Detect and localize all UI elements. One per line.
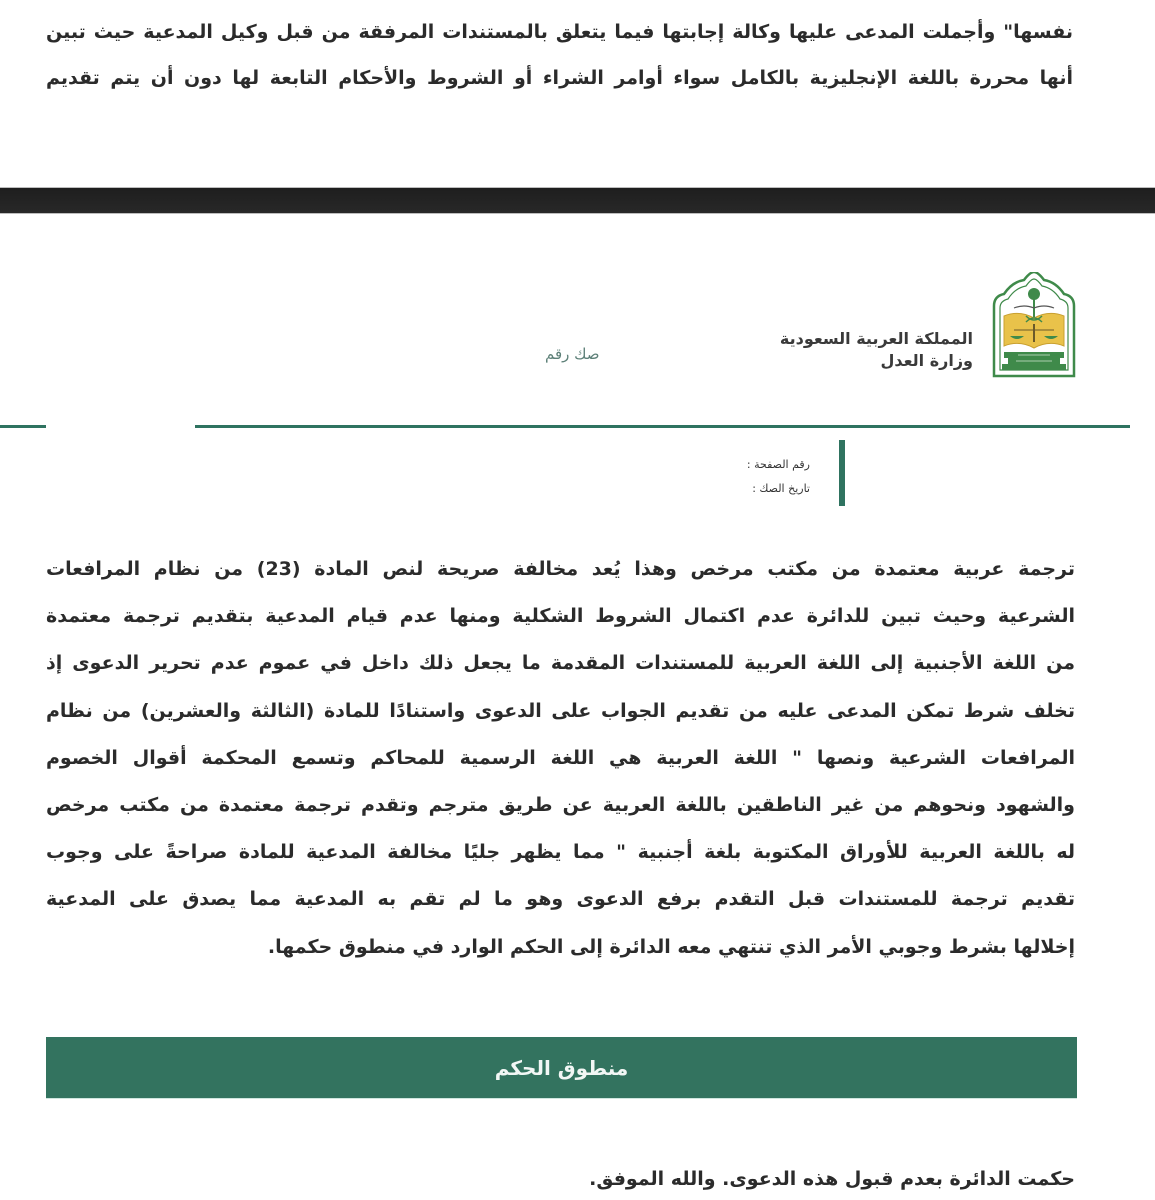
verdict-section-banner — [46, 1037, 1077, 1098]
paragraph-line: تخلف شرط تمكن المدعى عليه من تقديم الجواب على الدعوى واستنادًا للمادة (الثالثة والعشرين) من نظام — [46, 700, 1075, 722]
page-separator — [0, 187, 1155, 214]
paragraph-line: الشرعية وحيث تبين للدائرة عدم اكتمال الشروط الشكلية ومنها عدم قيام المدعية بتقديم ترجمة معتمدة — [46, 605, 1075, 627]
deed-date-label: تاريخ الصك : — [752, 482, 810, 495]
paragraph-line: تقديم ترجمة للمستندات قبل التقدم برفع الدعوى وهو ما لم تقم به المدعية مما يصدق على المدعية — [46, 888, 1075, 910]
deed-number-label: صك رقم — [545, 345, 600, 363]
header-divider-right — [195, 425, 1130, 428]
paragraph-line: إخلالها بشرط وجوبي الأمر الذي تنتهي معه الدائرة إلى الحكم الوارد في منطوق حكمها. — [267, 936, 1075, 958]
header-divider-left — [0, 425, 46, 428]
verdict-text: حكمت الدائرة بعدم قبول هذه الدعوى. والله الموفق. — [589, 1168, 1075, 1190]
paragraph-line: المرافعات الشرعية ونصها " اللغة العربية هي اللغة الرسمية للمحاكم وتسمع المحكمة أقوال الخصوم — [46, 747, 1075, 769]
previous-page-line: نفسها" وأجملت المدعى عليها وكالة إجابتها فيما يتعلق بالمستندات المرفقة من قبل وكيل المدعية حيث تبين — [46, 21, 1073, 43]
paragraph-line: ترجمة عربية معتمدة من مكتب مرخص وهذا يُعد مخالفة صريحة لنص المادة (23) من نظام المرافعات — [46, 558, 1076, 580]
previous-page-fragment — [0, 0, 1155, 187]
ministry-name: وزارة العدل — [880, 351, 973, 370]
paragraph-line: والشهود ونحوهم من غير الناطقين باللغة العربية عن طريق مترجم وتقدم ترجمة معتمدة من مكتب مرخص — [46, 794, 1075, 816]
paragraph-line: له باللغة العربية للأوراق المكتوبة بلغة أجنبية " مما يظهر جليًا مخالفة المدعية للمادة صراحةً على وجوب — [46, 841, 1075, 863]
country-name: المملكة العربية السعودية — [779, 329, 973, 348]
verdict-section-title: منطوق الحكم — [494, 1055, 629, 1080]
page-number-label: رقم الصفحة : — [746, 458, 810, 471]
ministry-of-justice-emblem-icon — [990, 272, 1078, 378]
previous-page-line: أنها محررة باللغة الإنجليزية بالكامل سواء أوامر الشراء أو الشروط والأحكام التابعة لها دون أن يتم تقديم — [46, 67, 1073, 89]
paragraph-line: من اللغة الأجنبية إلى اللغة العربية للمستندات المقدمة ما يجعل ذلك داخل في عموم عدم تحرير الدعوى إذ — [46, 652, 1075, 674]
meta-accent-bar — [839, 440, 845, 506]
deed-meta-labels — [747, 453, 810, 501]
ministry-name-block — [780, 328, 973, 372]
